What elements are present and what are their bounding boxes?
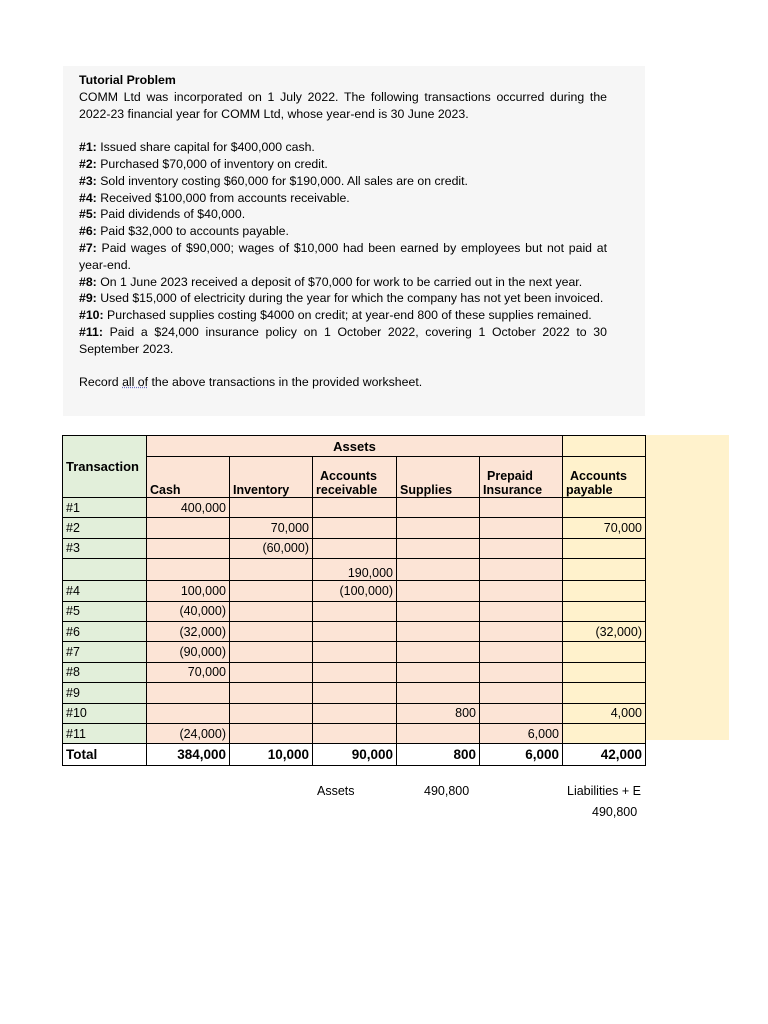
- cell-inventory: [230, 559, 313, 581]
- problem-title: Tutorial Problem: [79, 73, 176, 87]
- total-inventory: 10,000: [230, 744, 313, 766]
- transaction-text: Sold inventory costing $60,000 for $190,000. All sales are on credit.: [96, 173, 468, 188]
- cell-prepaid-insurance: [480, 642, 563, 662]
- summary-liabilities-label: Liabilities + E: [567, 784, 641, 798]
- cell-supplies: [397, 581, 480, 601]
- liabilities-area-fill: [645, 435, 729, 740]
- cell-accounts-receivable: 190,000: [313, 559, 397, 581]
- col-supplies: Supplies: [397, 457, 480, 498]
- table-row: [63, 559, 646, 581]
- transaction-id: #7:: [79, 240, 97, 255]
- assets-group-header: Assets: [147, 436, 563, 457]
- summary-assets-label: Assets: [317, 784, 355, 798]
- cell-supplies: [397, 559, 480, 581]
- cell-supplies: [397, 498, 480, 518]
- cell-accounts-receivable: [313, 538, 397, 558]
- cell-prepaid-insurance: [480, 601, 563, 621]
- cell-accounts-payable: [563, 498, 646, 518]
- cell-cash: [147, 703, 230, 723]
- cell-cash: 400,000: [147, 498, 230, 518]
- table-row: [63, 621, 646, 641]
- cell-prepaid-insurance: [480, 683, 563, 703]
- row-label: #2: [63, 518, 147, 538]
- col-prepaid-insurance: Prepaid Insurance: [480, 457, 563, 498]
- cell-inventory: [230, 581, 313, 601]
- row-label: #4: [63, 581, 147, 601]
- transaction-item: [79, 240, 607, 274]
- total-row: [63, 744, 646, 766]
- record-instruction: [79, 374, 607, 391]
- transaction-text: On 1 June 2023 received a deposit of $70,000 for work to be carried out in the next year.: [96, 274, 583, 289]
- cell-prepaid-insurance: [480, 581, 563, 601]
- col-cash: Cash: [147, 457, 230, 498]
- transaction-id: #6:: [79, 224, 97, 239]
- liabilities-group-header: [563, 436, 646, 457]
- transaction-id: #4:: [79, 190, 97, 205]
- col-accounts-payable: Accounts payable: [563, 457, 646, 498]
- transaction-item: [79, 206, 607, 223]
- cell-cash: [147, 518, 230, 538]
- cell-supplies: [397, 601, 480, 621]
- transaction-text: Purchased $70,000 of inventory on credit.: [96, 156, 328, 171]
- row-label: [63, 559, 147, 581]
- row-label: #3: [63, 538, 147, 558]
- row-label: #1: [63, 498, 147, 518]
- transaction-item: [79, 190, 607, 207]
- row-label: #10: [63, 703, 147, 723]
- cell-accounts-payable: [563, 723, 646, 743]
- transaction-item: [79, 274, 607, 291]
- table-row: [63, 683, 646, 703]
- transaction-id: #1:: [79, 140, 97, 155]
- cell-prepaid-insurance: [480, 538, 563, 558]
- cell-supplies: 800: [397, 703, 480, 723]
- transaction-list: [79, 139, 607, 357]
- cell-accounts-payable: [563, 559, 646, 581]
- cell-inventory: [230, 601, 313, 621]
- cell-supplies: [397, 723, 480, 743]
- table-row: [63, 662, 646, 682]
- cell-accounts-payable: [563, 662, 646, 682]
- transaction-item: [79, 156, 607, 173]
- transaction-text: Issued share capital for $400,000 cash.: [96, 140, 315, 155]
- table-row: [63, 703, 646, 723]
- total-prepaid-insurance: 6,000: [480, 744, 563, 766]
- total-label: Total: [63, 744, 147, 766]
- cell-supplies: [397, 621, 480, 641]
- transaction-item: [79, 173, 607, 190]
- cell-accounts-receivable: [313, 723, 397, 743]
- worksheet-body: [63, 498, 646, 744]
- record-text-all: all of: [122, 375, 149, 390]
- row-label: #8: [63, 662, 147, 682]
- cell-inventory: (60,000): [230, 538, 313, 558]
- transaction-text: Paid dividends of $40,000.: [96, 207, 246, 222]
- cell-prepaid-insurance: [480, 703, 563, 723]
- cell-prepaid-insurance: [480, 662, 563, 682]
- cell-supplies: [397, 662, 480, 682]
- transaction-id: #5:: [79, 207, 97, 222]
- table-row: [63, 601, 646, 621]
- cell-inventory: [230, 723, 313, 743]
- cell-accounts-receivable: [313, 601, 397, 621]
- total-accounts-receivable: 90,000: [313, 744, 397, 766]
- transaction-item: [79, 139, 607, 156]
- table-row: [63, 498, 646, 518]
- row-label: #11: [63, 723, 147, 743]
- transaction-text: Paid wages of $90,000; wages of $10,000 had been earned by employees but not paid at year-end.: [79, 240, 607, 272]
- cell-accounts-payable: 70,000: [563, 518, 646, 538]
- total-supplies: 800: [397, 744, 480, 766]
- row-label: #5: [63, 601, 147, 621]
- table-row: [63, 642, 646, 662]
- cell-inventory: [230, 498, 313, 518]
- transaction-id: #3:: [79, 173, 97, 188]
- cell-supplies: [397, 518, 480, 538]
- cell-cash: 70,000: [147, 662, 230, 682]
- worksheet-table: [62, 435, 646, 766]
- cell-accounts-receivable: [313, 621, 397, 641]
- transaction-text: Paid $32,000 to accounts payable.: [96, 224, 289, 239]
- cell-cash: [147, 559, 230, 581]
- cell-prepaid-insurance: [480, 518, 563, 538]
- transaction-item: [79, 307, 607, 324]
- cell-accounts-payable: 4,000: [563, 703, 646, 723]
- cell-supplies: [397, 683, 480, 703]
- cell-inventory: [230, 703, 313, 723]
- transaction-id: #10:: [79, 308, 104, 323]
- cell-cash: (32,000): [147, 621, 230, 641]
- row-label: #9: [63, 683, 147, 703]
- problem-intro: COMM Ltd was incorporated on 1 July 2022. The following transactions occurred during the 2022-23 financial year for COMM Ltd, whose year-end is 30 June 2023.: [79, 89, 607, 121]
- record-text-post: the above transactions in the provided worksheet.: [148, 375, 423, 390]
- cell-cash: (90,000): [147, 642, 230, 662]
- summary-assets-value: 490,800: [424, 784, 470, 798]
- cell-accounts-receivable: [313, 703, 397, 723]
- row-label: #6: [63, 621, 147, 641]
- transaction-id: #8:: [79, 274, 97, 289]
- cell-inventory: [230, 642, 313, 662]
- cell-accounts-receivable: [313, 683, 397, 703]
- transaction-item: [79, 223, 607, 240]
- problem-text-box: [63, 66, 645, 416]
- cell-accounts-payable: [563, 538, 646, 558]
- total-accounts-payable: 42,000: [563, 744, 646, 766]
- transaction-item: [79, 324, 607, 358]
- table-row: [63, 538, 646, 558]
- cell-accounts-payable: [563, 581, 646, 601]
- cell-cash: [147, 538, 230, 558]
- cell-accounts-receivable: [313, 518, 397, 538]
- cell-accounts-payable: [563, 683, 646, 703]
- transaction-text: Purchased supplies costing $4000 on credit; at year-end 800 of these supplies remained.: [103, 308, 592, 323]
- table-row: [63, 723, 646, 743]
- cell-cash: (24,000): [147, 723, 230, 743]
- transaction-id: #2:: [79, 156, 97, 171]
- cell-cash: (40,000): [147, 601, 230, 621]
- cell-cash: 100,000: [147, 581, 230, 601]
- cell-accounts-receivable: (100,000): [313, 581, 397, 601]
- summary-liabilities-value: 490,800: [592, 805, 638, 819]
- cell-prepaid-insurance: [480, 559, 563, 581]
- cell-accounts-receivable: [313, 498, 397, 518]
- transaction-text: Paid a $24,000 insurance policy on 1 October 2022, covering 1 October 2022 to 30 September 2023.: [79, 324, 607, 356]
- table-row: [63, 581, 646, 601]
- cell-accounts-receivable: [313, 642, 397, 662]
- transaction-text: Used $15,000 of electricity during the year for which the company has not yet been invoiced.: [96, 291, 604, 306]
- table-row: [63, 518, 646, 538]
- total-cash: 384,000: [147, 744, 230, 766]
- spacer: [79, 122, 607, 139]
- cell-prepaid-insurance: [480, 621, 563, 641]
- transaction-header: Transaction: [63, 436, 147, 498]
- cell-accounts-payable: [563, 642, 646, 662]
- cell-prepaid-insurance: 6,000: [480, 723, 563, 743]
- cell-inventory: [230, 683, 313, 703]
- cell-inventory: [230, 662, 313, 682]
- col-accounts-receivable: Accounts receivable: [313, 457, 397, 498]
- cell-accounts-receivable: [313, 662, 397, 682]
- cell-supplies: [397, 538, 480, 558]
- cell-cash: [147, 683, 230, 703]
- record-text-pre: Record: [79, 375, 123, 390]
- cell-inventory: 70,000: [230, 518, 313, 538]
- cell-supplies: [397, 642, 480, 662]
- transaction-id: #9:: [79, 291, 97, 306]
- row-label: #7: [63, 642, 147, 662]
- cell-accounts-payable: (32,000): [563, 621, 646, 641]
- col-inventory: Inventory: [230, 457, 313, 498]
- transaction-item: [79, 290, 607, 307]
- cell-prepaid-insurance: [480, 498, 563, 518]
- transaction-text: Received $100,000 from accounts receivable.: [96, 190, 350, 205]
- cell-accounts-payable: [563, 601, 646, 621]
- cell-inventory: [230, 621, 313, 641]
- transaction-id: #11:: [79, 324, 103, 339]
